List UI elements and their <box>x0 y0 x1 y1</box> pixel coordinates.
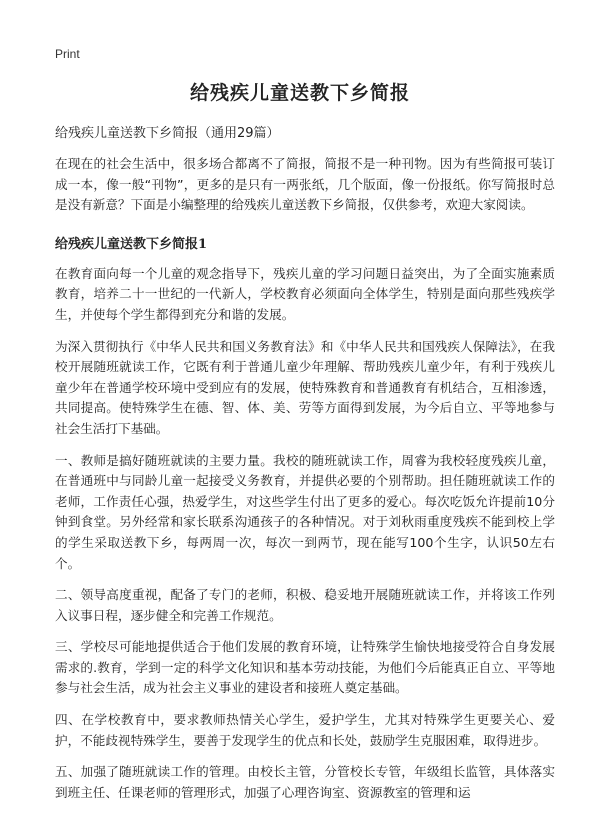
body-paragraph: 四、在学校教育中，要求教师热情关心学生，爱护学生，尤其对特殊学生更要关心、爱护，不能歧视特殊学生，要善于发现学生的优点和长处，鼓励学生克服困难，取得进步。 <box>55 712 555 748</box>
body-paragraph: 三、学校尽可能地提供适合于他们发展的教育环境，让特殊学生愉快地接受符合自身发展需求的.教育，学到一定的科学文化知识和基本劳动技能，为他们今后能真正自立、平等地参与社会生活，成为社会主义事业的建设者和接班人奠定基础。 <box>55 639 555 696</box>
print-link[interactable]: Print <box>55 47 80 61</box>
page-title: 给残疾儿童送教下乡简报 <box>189 82 410 104</box>
body-paragraph: 五、加强了随班就读工作的管理。由校长主管，分管校长专管，年级组长监管，具体落实到班主任、任课老师的管理形式，加强了心理咨询室、资源教室的管理和运 <box>55 764 555 800</box>
article-subtitle: 给残疾儿童送教下乡简报（通用29篇） <box>55 126 280 141</box>
body-paragraph: 二、领导高度重视，配备了专门的老师，积极、稳妥地开展随班就读工作，并将该工作列入议事日程，逐步健全和完善工作规范。 <box>55 587 555 623</box>
body-paragraph: 在教育面向每一个儿童的观念指导下，残疾儿童的学习问题日益突出，为了全面实施素质教育，培养二十一世纪的一代新人，学校教育必须面向全体学生，特别是面向那些残疾学生，并使每个学生都得到充分和谐的发展。 <box>55 265 555 322</box>
intro-paragraph: 在现在的社会生活中，很多场合都离不了简报，简报不是一种刊物。因为有些简报可装订成一本，像一般“刊物”，更多的是只有一两张纸，几个版面，像一份报纸。你写简报时总是没有新意？下面是小编整理的给残疾儿童送教下乡简报，仅供参考，欢迎大家阅读。 <box>55 156 555 213</box>
article-body <box>55 125 555 814</box>
body-paragraph: 为深入贯彻执行《中华人民共和国义务教育法》和《中华人民共和国残疾人保障法》，在我校开展随班就读工作，它既有利于普通儿童少年理解、帮助残疾儿童少年，有利于残疾儿童少年在普通学校环境中受到应有的发展，使特殊教育和普通教育有机结合，互相渗透，共同提高。使特殊学生在德、智、体、美、劳等方面得到发展，为今后自立、平等地参与社会生活打下基础。 <box>55 338 555 436</box>
body-paragraph: 一、教师是搞好随班就读的主要力量。我校的随班就读工作，周睿为我校轻度残疾儿童，在普通班中与同龄儿童一起接受义务教育，并提供必要的个别帮助。担任随班就读工作的老师，工作责任心强，热爱学生，对这些学生付出了更多的爱心。每次吃饭允许提前10分钟到食堂。另外经常和家长联系沟通孩子的各种情况。对于刘秋雨重度残疾不能到校上学的学生采取送教下乡，每两周一次，每次一到两节，现在能写100个生字，认识50左右个。 <box>55 452 555 571</box>
section-heading: 给残疾儿童送教下乡简报1 <box>55 236 208 252</box>
